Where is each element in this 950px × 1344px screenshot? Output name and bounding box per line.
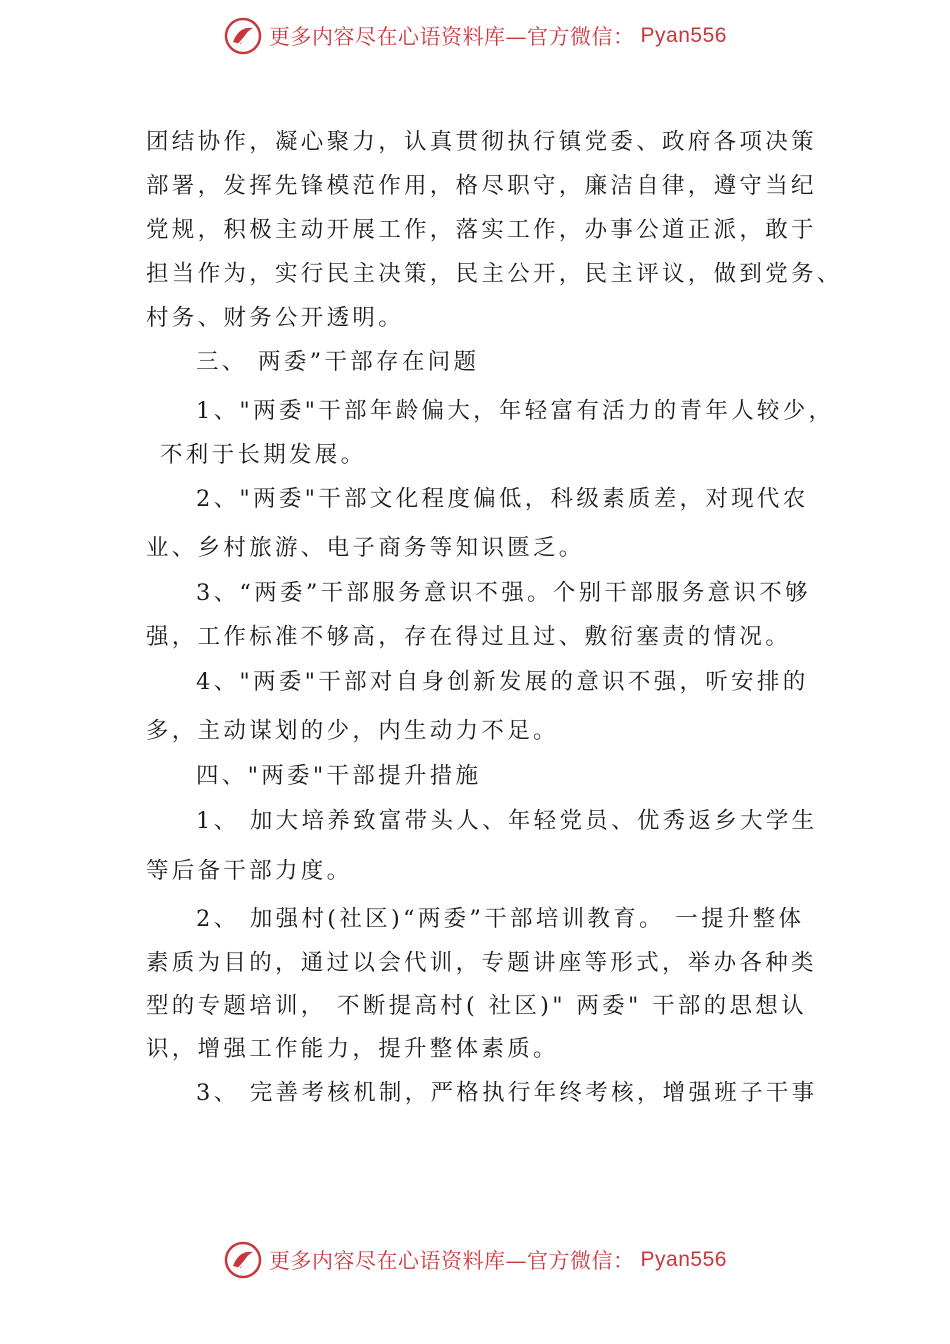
text-line: 素质为目的，通过以会代训，专题讲座等形式，举办各种类 <box>146 950 817 976</box>
text-line: 识，增强工作能力，提升整体素质。 <box>146 1036 559 1062</box>
text-line: 部署，发挥先锋模范作用，格尽职守，廉洁自律，遵守当纪 <box>146 173 817 199</box>
text-line: 1、 加大培养致富带头人、年轻党员、优秀返乡大学生 <box>196 808 818 834</box>
text-line: 担当作为，实行民主决策，民主公开，民主评议，做到党务、 <box>146 261 843 287</box>
section-heading: 四、"两委"干部提升措施 <box>196 763 482 789</box>
text-line: 4、"两委"干部对自身创新发展的意识不强，听安排的 <box>196 669 809 695</box>
banner-wechat-id: Pyan556 <box>640 1248 727 1271</box>
text-line: 型的专题培训， 不断提高村( 社区)" 两委" 干部的思想认 <box>146 993 807 1019</box>
banner-wechat-id: Pyan556 <box>640 24 727 47</box>
text-line: 3、“两委”干部服务意识不强。个别干部服务意识不够 <box>196 580 811 606</box>
section-heading: 三、 两委”干部存在问题 <box>196 349 480 375</box>
text-line: 多，主动谋划的少，内生动力不足。 <box>146 718 559 744</box>
text-line: 不利于长期发展。 <box>160 442 367 468</box>
text-line: 党规，积极主动开展工作，落实工作，办事公道正派，敢于 <box>146 217 817 243</box>
header-banner <box>0 14 950 58</box>
text-line: 团结协作，凝心聚力，认真贯彻执行镇党委、政府各项决策 <box>146 129 817 155</box>
text-line: 强，工作标准不够高，存在得过且过、敷衍塞责的情况。 <box>146 624 792 650</box>
banner-text: 更多内容尽在心语资料库—官方微信： <box>269 25 635 49</box>
text-line: 3、 完善考核机制，严格执行年终考核，增强班子干事 <box>196 1080 818 1106</box>
text-line: 业、乡村旅游、电子商务等知识匮乏。 <box>146 535 585 561</box>
text-line: 2、 加强村(社区)“两委”干部培训教育。 一提升整体 <box>196 906 805 932</box>
footer-banner <box>0 1238 950 1282</box>
text-line: 村务、财务公开透明。 <box>146 305 405 331</box>
text-line: 2、"两委"干部文化程度偏低，科级素质差，对现代农 <box>196 486 809 512</box>
text-line: 1、"两委"干部年龄偏大，年轻富有活力的青年人较少， <box>196 398 835 424</box>
logo-icon <box>223 16 263 56</box>
banner-text: 更多内容尽在心语资料库—官方微信： <box>269 1249 635 1273</box>
text-line: 等后备干部力度。 <box>146 858 353 884</box>
logo-icon <box>223 1240 263 1280</box>
